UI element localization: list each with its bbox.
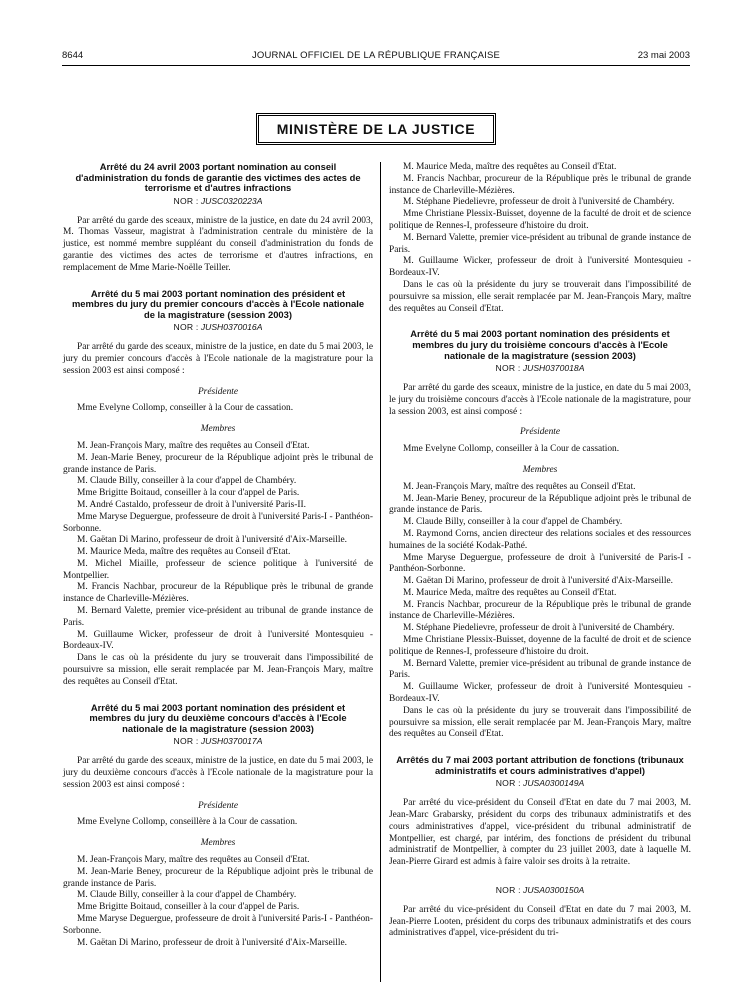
member-entry: M. Raymond Corns, ancien directeur des relations sociales et des ressources humaines de la société Kodak-Pathé. <box>389 528 691 551</box>
member-entry: M. Michel Miaille, professeur de science politique à l'université de Montpellier. <box>63 558 373 581</box>
member-entry: M. Stéphane Piedelievre, professeur de droit à l'université de Chambéry. <box>403 197 675 208</box>
article-title: Arrêtés du 7 mai 2003 portant attribution de fonctions (tribunaux administratifs et cours administratives d'appel) <box>396 754 684 776</box>
article-title: Arrêté du 5 mai 2003 portant nomination des présidents et membres du jury du troisième concours d'accès à l'Ecole nationale de la magistrature (session 2003) <box>410 328 670 361</box>
page-number: 8644 <box>62 50 84 61</box>
member-entry: M. Jean-Marie Beney, procureur de la République adjoint près le tribunal de grande instance de Paris. <box>63 452 373 475</box>
member-entry: M. Jean-François Mary, maître des requêtes au Conseil d'Etat. <box>77 855 310 866</box>
member-entry: M. Bernard Valette, premier vice-président au tribunal de grande instance de Paris. <box>389 232 691 255</box>
nor-label: NOR : <box>495 885 521 896</box>
nor-label: NOR : <box>495 363 521 374</box>
member-entry: M. Maurice Meda, maître des requêtes au Conseil d'Etat. <box>403 162 617 172</box>
member-entry: M. Bernard Valette, premier vice-président au tribunal de grande instance de Paris. <box>63 606 373 628</box>
presidente-entry: Mme Evelyne Collomp, conseiller à la Cour de cassation. <box>77 403 294 414</box>
membres-heading: Membres <box>200 424 236 435</box>
member-entry: M. Claude Billy, conseiller à la cour d'appel de Chambéry. <box>77 476 297 487</box>
presidente-heading: Présidente <box>197 386 239 397</box>
right-column <box>389 162 691 940</box>
member-entry: Mme Christiane Plessix-Buisset, doyenne de la faculté de droit et de science politique de Rennes-I, professeure d'histoire du droit. <box>389 635 691 657</box>
article-body: Par arrêté du garde des sceaux, ministre de la justice, en date du 24 avril 2003, M. Thomas Vasseur, magistrat à l'administration centrale du ministère de la justice, est nommé membre suppléant du conseil d'administration du fonds de garantie des victimes des actes de terrorisme et d'autres infractions, en remplacement de Mme Marie-Noëlle Teiller. <box>63 215 373 273</box>
member-entry: Mme Maryse Deguergue, professeure de droit à l'université Paris-I - Panthéon-Sorbonne. <box>63 511 373 534</box>
ministry-heading: MINISTÈRE DE LA JUSTICE <box>256 113 496 145</box>
article-closing: Dans le cas où la présidente du jury se trouverait dans l'impossibilité de poursuivre sa mission, elle serait remplacée par M. Jean-François Mary, maître des requêtes au Conseil d'Etat. <box>63 653 373 687</box>
article-title: Arrêté du 24 avril 2003 portant nomination au conseil d'administration du fonds de garantie des victimes des actes de terrorisme et d'autres infractions <box>75 161 361 194</box>
article-intro: Par arrêté du garde des sceaux, ministre de la justice, en date du 5 mai 2003, le jury du deuxième concours d'accès à l'Ecole nationale de la magistrature pour la session 2003 est ainsi composé : <box>63 756 373 790</box>
nor-reference <box>389 885 691 897</box>
member-entry: Mme Brigitte Boitaud, conseiller à la cour d'appel de Paris. <box>77 488 300 499</box>
nor-code: JUSH0370016A <box>200 322 263 333</box>
column-divider <box>380 162 381 982</box>
page-header <box>62 50 690 64</box>
member-entry: Mme Maryse Deguergue, professeure de droit à l'université de Paris-I - Panthéon-Sorbonne. <box>389 552 691 575</box>
presidente-heading: Présidente <box>519 427 561 438</box>
nor-reference <box>63 196 373 208</box>
article-title: Arrêté du 5 mai 2003 portant nomination des président et membres du jury du deuxième concours d'accès à l'Ecole nationale de la magistrature (session 2003) <box>89 701 347 734</box>
article-body: Par arrêté du vice-président du Conseil d'Etat en date du 7 mai 2003, M. Jean-Marc Grabarsky, président du corps des tribunaux administratifs et des cours administratives d'appel, vice-président du tribunal administratif de Montpellier, est chargé, par intérim, des fonctions de président du tribunal administratif de Montpellier, à compter du 23 juillet 2003, date à laquelle M. Jean-Pierre Girard est admis à faire valoir ses droits à la retraite. <box>389 798 691 868</box>
article-title: Arrêté du 5 mai 2003 portant nomination des président et membres du jury du premier concours d'accès à l'Ecole nationale de la magistrature (session 2003) <box>71 287 365 320</box>
nor-label: NOR : <box>173 195 199 206</box>
member-entry: M. Claude Billy, conseiller à la cour d'appel de Chambéry. <box>403 517 623 528</box>
member-entry: M. Gaëtan Di Marino, professeur de droit à l'université d'Aix-Marseille. <box>403 576 673 587</box>
nor-code: JUSH0370017A <box>200 736 263 747</box>
member-entry: M. Maurice Meda, maître des requêtes au Conseil d'Etat. <box>403 587 617 598</box>
member-entry: M. Francis Nachbar, procureur de la République près le tribunal de grande instance de Charleville-Mézières. <box>389 173 691 196</box>
nor-label: NOR : <box>173 322 199 333</box>
member-entry: M. Guillaume Wicker, professeur de droit à l'université Montesquieu - Bordeaux-IV. <box>389 682 691 705</box>
nor-reference <box>389 778 691 790</box>
nor-label: NOR : <box>173 736 199 747</box>
presidente-heading: Présidente <box>197 800 239 811</box>
member-entry: M. Guillaume Wicker, professeur de droit à l'université Montesquieu - Bordeaux-IV. <box>389 256 691 279</box>
nor-code: JUSC0320223A <box>200 195 263 206</box>
membres-heading: Membres <box>522 464 558 475</box>
nor-code: JUSH0370018A <box>522 363 585 374</box>
member-entry: M. Jean-François Mary, maître des requêtes au Conseil d'Etat. <box>77 440 310 451</box>
membres-heading: Membres <box>200 838 236 849</box>
article-intro: Par arrêté du garde des sceaux, ministre de la justice, en date du 5 mai 2003, le jury du troisième concours d'accès à l'Ecole nationale de la magistrature, pour la session 2003, est ainsi composé : <box>389 382 691 417</box>
article-intro: Par arrêté du garde des sceaux, ministre de la justice, en date du 5 mai 2003, le jury du premier concours d'accès à l'Ecole nationale de la magistrature pour la session 2003 est ainsi composé : <box>63 342 373 376</box>
member-entry: M. Jean-François Mary, maître des requêtes au Conseil d'Etat. <box>403 481 636 492</box>
member-entry: Mme Christiane Plessix-Buisset, doyenne de la faculté de droit et de science politique de Rennes-I, professeure d'histoire du droit. <box>389 209 691 231</box>
issue-date: 23 mai 2003 <box>637 50 690 61</box>
article-body: Par arrêté du vice-président du Conseil d'Etat en date du 7 mai 2003, M. Jean-Pierre Looten, président du corps des tribunaux administratifs et des cours administratives d'appel, vice-président du tri- <box>389 904 691 939</box>
member-entry: M. Bernard Valette, premier vice-président au tribunal de grande instance de Paris. <box>389 658 691 681</box>
journal-title: JOURNAL OFFICIEL DE LA RÉPUBLIQUE FRANÇAISE <box>251 50 501 61</box>
member-entry: M. Jean-Marie Beney, procureur de la République adjoint près le tribunal de grande instance de Paris. <box>63 866 373 889</box>
member-entry: M. Claude Billy, conseiller à la cour d'appel de Chambéry. <box>77 890 297 901</box>
member-entry: M. Francis Nachbar, procureur de la République près le tribunal de grande instance de Charleville-Mézières. <box>389 599 691 622</box>
nor-reference <box>389 363 691 375</box>
nor-code: JUSA0300150A <box>523 885 585 896</box>
member-entry: M. Guillaume Wicker, professeur de droit à l'université Montesquieu - Bordeaux-IV. <box>63 629 373 652</box>
nor-reference <box>63 322 373 334</box>
nor-label: NOR : <box>495 778 521 789</box>
left-column <box>63 162 373 949</box>
member-entry: M. Gaëtan Di Marino, professeur de droit à l'université d'Aix-Marseille. <box>77 937 347 948</box>
member-entry: Mme Brigitte Boitaud, conseiller à la cour d'appel de Paris. <box>77 902 300 913</box>
member-entry: M. Maurice Meda, maître des requêtes au Conseil d'Etat. <box>77 547 291 558</box>
member-entry: M. Francis Nachbar, procureur de la République près le tribunal de grande instance de Charleville-Mézières. <box>63 582 373 605</box>
member-entry: M. André Castaldo, professeur de droit à l'université Paris-II. <box>77 499 306 510</box>
member-entry: M. Gaëtan Di Marino, professeur de droit à l'université d'Aix-Marseille. <box>77 535 347 546</box>
nor-code: JUSA0300149A <box>523 778 585 789</box>
header-rule <box>62 65 690 66</box>
presidente-entry: Mme Evelyne Collomp, conseiller à la Cour de cassation. <box>403 444 620 455</box>
article-closing: Dans le cas où la présidente du jury se trouverait dans l'impossibilité de poursuivre sa mission, elle serait remplacée par M. Jean-François Mary, maître des requêtes au Conseil d'Etat. <box>389 279 691 314</box>
member-entry: M. Jean-Marie Beney, procureur de la République adjoint près le tribunal de grande instance de Paris. <box>389 493 691 516</box>
article-closing: Dans le cas où la présidente du jury se trouverait dans l'impossibilité de poursuivre sa mission, elle serait remplacée par M. Jean-François Mary, maître des requêtes au Conseil d'Etat. <box>389 705 691 740</box>
presidente-entry: Mme Evelyne Collomp, conseillère à la Cour de cassation. <box>77 817 298 828</box>
nor-reference <box>63 736 373 748</box>
member-entry: Mme Maryse Deguergue, professeure de droit à l'université Paris-I - Panthéon-Sorbonne. <box>63 914 373 936</box>
member-entry: M. Stéphane Piedelievre, professeur de droit à l'université de Chambéry. <box>403 623 675 634</box>
